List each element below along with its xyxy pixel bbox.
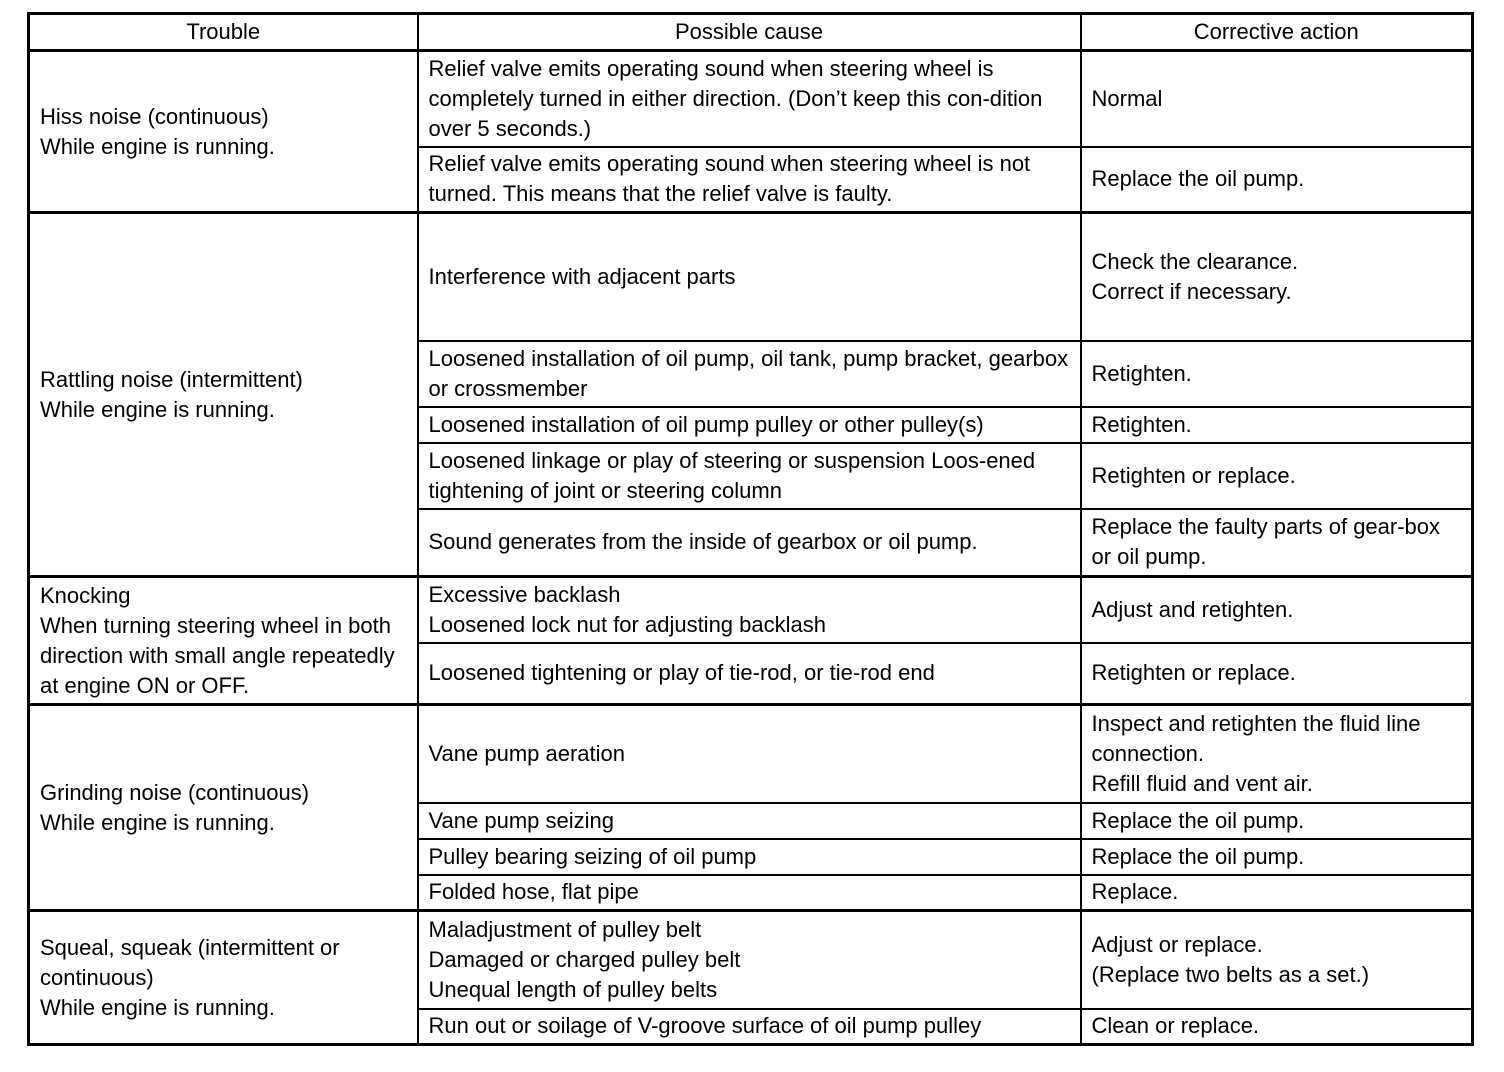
cause-cell: Interference with adjacent parts (418, 213, 1081, 341)
action-cell: Retighten. (1081, 341, 1473, 407)
action-cell: Replace the oil pump. (1081, 803, 1473, 839)
trouble-cell: Squeal, squeak (intermittent or continuous) While engine is running. (29, 911, 418, 1045)
action-cell: Retighten or replace. (1081, 443, 1473, 509)
action-cell: Replace the oil pump. (1081, 839, 1473, 875)
action-cell: Clean or replace. (1081, 1009, 1473, 1045)
cause-cell: Loosened tightening or play of tie-rod, or tie-rod end (418, 643, 1081, 705)
action-cell: Retighten. (1081, 407, 1473, 443)
action-cell: Replace the oil pump. (1081, 147, 1473, 213)
trouble-cell: Knocking When turning steering wheel in both direction with small angle repeatedly at engine ON or OFF. (29, 577, 418, 705)
cause-cell: Loosened linkage or play of steering or suspension Loos-ened tightening of joint or steering column (418, 443, 1081, 509)
cause-cell: Relief valve emits operating sound when steering wheel is not turned. This means that the relief valve is faulty. (418, 147, 1081, 213)
cause-cell: Folded hose, flat pipe (418, 875, 1081, 911)
action-cell: Adjust and retighten. (1081, 577, 1473, 643)
action-cell: Adjust or replace. (Replace two belts as a set.) (1081, 911, 1473, 1009)
table-row (29, 911, 1473, 1009)
action-cell: Replace the faulty parts of gear-box or oil pump. (1081, 509, 1473, 577)
action-cell: Retighten or replace. (1081, 643, 1473, 705)
cause-cell: Loosened installation of oil pump pulley or other pulley(s) (418, 407, 1081, 443)
table-row (29, 213, 1473, 341)
cause-cell: Relief valve emits operating sound when steering wheel is completely turned in either direction. (Don’t keep this con-dition over 5 seconds.) (418, 51, 1081, 147)
table-row (29, 705, 1473, 803)
troubleshooting-table (27, 12, 1474, 1046)
header-trouble: Trouble (29, 14, 418, 51)
cause-cell: Pulley bearing seizing of oil pump (418, 839, 1081, 875)
trouble-cell: Grinding noise (continuous) While engine is running. (29, 705, 418, 911)
table-row (29, 51, 1473, 147)
action-cell: Check the clearance. Correct if necessary. (1081, 213, 1473, 341)
trouble-cell: Rattling noise (intermittent) While engine is running. (29, 213, 418, 577)
table-row (29, 577, 1473, 643)
cause-cell: Vane pump aeration (418, 705, 1081, 803)
cause-cell: Maladjustment of pulley belt Damaged or charged pulley belt Unequal length of pulley belts (418, 911, 1081, 1009)
action-cell: Inspect and retighten the fluid line connection. Refill fluid and vent air. (1081, 705, 1473, 803)
cause-cell: Run out or soilage of V-groove surface of oil pump pulley (418, 1009, 1081, 1045)
header-possible-cause: Possible cause (418, 14, 1081, 51)
cause-cell: Vane pump seizing (418, 803, 1081, 839)
action-cell: Replace. (1081, 875, 1473, 911)
cause-cell: Sound generates from the inside of gearbox or oil pump. (418, 509, 1081, 577)
trouble-cell: Hiss noise (continuous) While engine is running. (29, 51, 418, 213)
cause-cell: Excessive backlash Loosened lock nut for adjusting backlash (418, 577, 1081, 643)
header-corrective-action: Corrective action (1081, 14, 1473, 51)
action-cell: Normal (1081, 51, 1473, 147)
cause-cell: Loosened installation of oil pump, oil tank, pump bracket, gearbox or crossmember (418, 341, 1081, 407)
header-row (29, 14, 1473, 51)
